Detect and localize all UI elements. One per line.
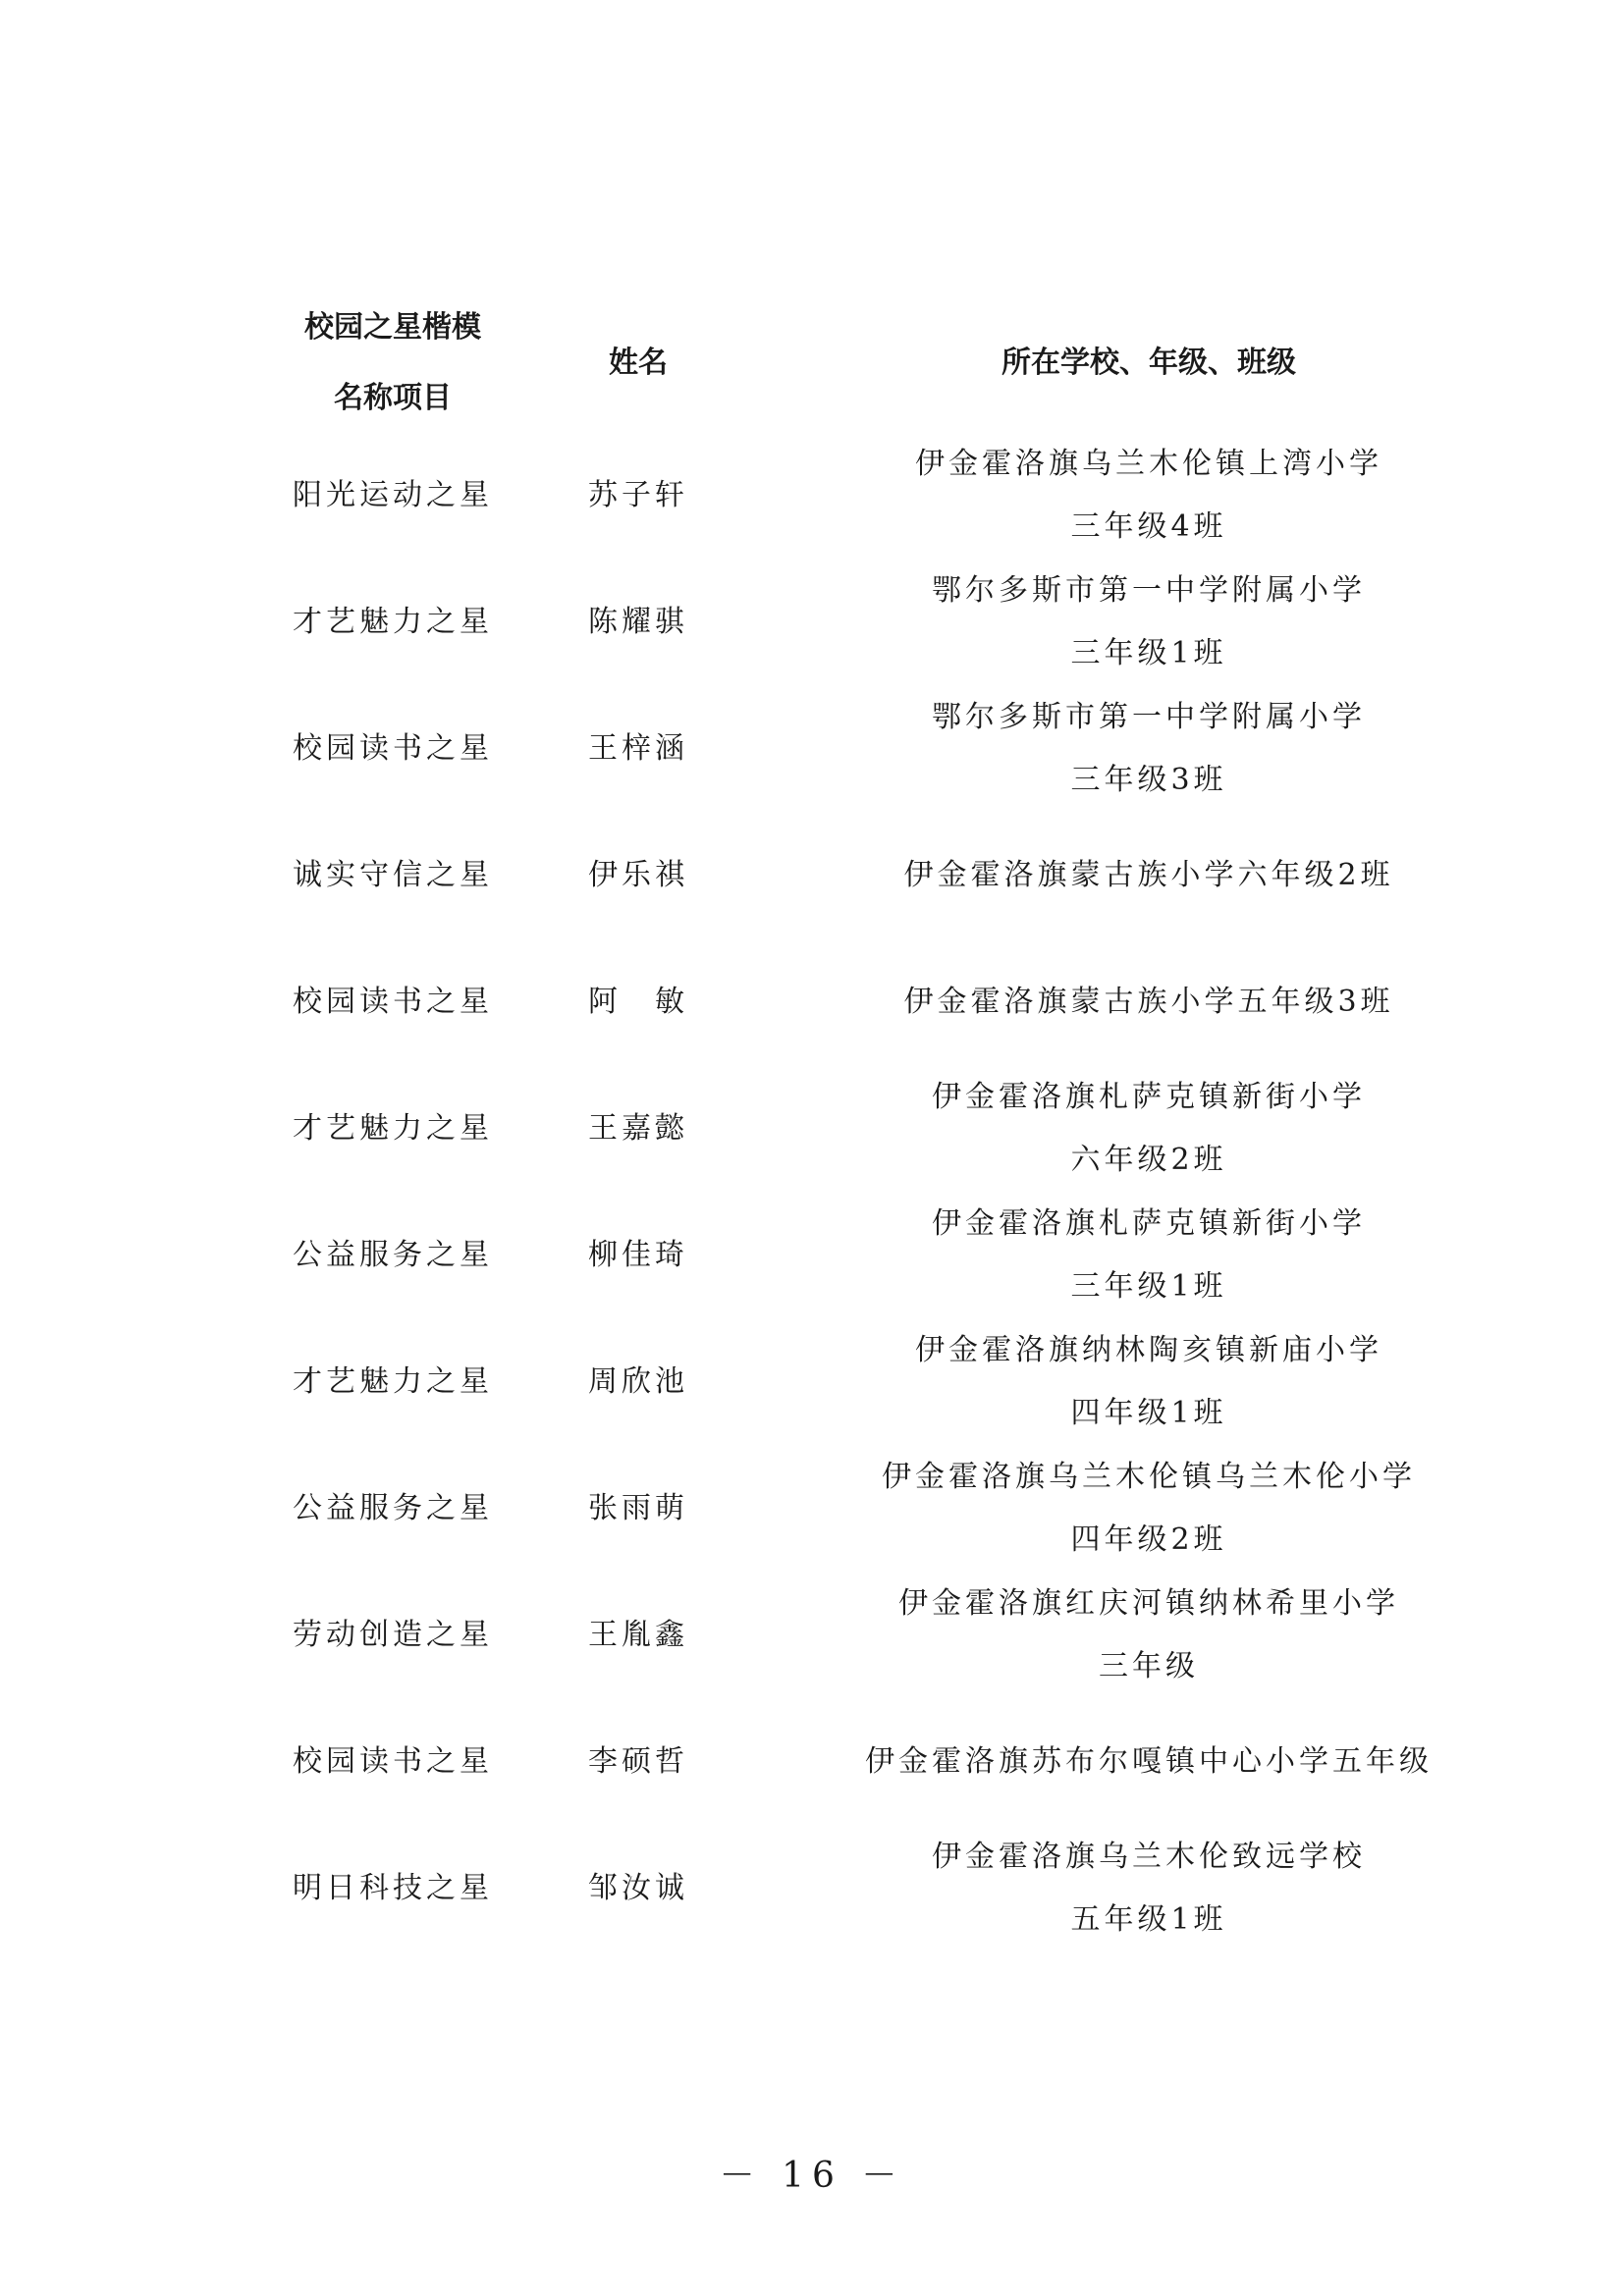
cell-school: 鄂尔多斯市第一中学附属小学 三年级1班 — [932, 572, 1366, 670]
cell-school: 伊金霍洛旗蒙古族小学五年级3班 — [903, 984, 1394, 1019]
header-school: 所在学校、年级、班级 — [1001, 346, 1296, 380]
table-row — [245, 812, 1473, 938]
cell-name: 陈耀骐 — [588, 604, 688, 639]
header-category — [245, 293, 540, 434]
cell-school: 伊金霍洛旗红庆河镇纳林希里小学 三年级 — [898, 1585, 1399, 1683]
table-row — [245, 1825, 1473, 1951]
table-row — [245, 1698, 1473, 1825]
table-row — [245, 1065, 1473, 1192]
table-row — [245, 1445, 1473, 1572]
table-row — [245, 559, 1473, 685]
cell-name: 柳佳琦 — [588, 1237, 688, 1272]
cell-category: 公益服务之星 — [293, 1237, 493, 1272]
cell-category: 才艺魅力之星 — [293, 1363, 493, 1399]
table-row — [245, 1192, 1473, 1318]
cell-school: 鄂尔多斯市第一中学附属小学 三年级3班 — [932, 699, 1366, 797]
cell-school: 伊金霍洛旗乌兰木伦镇上湾小学 三年级4班 — [915, 446, 1382, 544]
cell-category: 公益服务之星 — [293, 1490, 493, 1525]
table-row — [245, 432, 1473, 559]
cell-name: 李硕哲 — [588, 1743, 688, 1779]
cell-name: 苏子轩 — [588, 477, 688, 512]
cell-name: 邹汝诚 — [588, 1870, 688, 1905]
cell-school: 伊金霍洛旗乌兰木伦致远学校 五年级1班 — [932, 1839, 1366, 1937]
cell-name: 王梓涵 — [588, 730, 688, 766]
table-row — [245, 685, 1473, 812]
cell-name: 张雨萌 — [588, 1490, 688, 1525]
table-header — [245, 293, 1473, 432]
cell-school: 伊金霍洛旗札萨克镇新街小学 六年级2班 — [932, 1079, 1366, 1177]
cell-category: 校园读书之星 — [293, 984, 493, 1019]
cell-school: 伊金霍洛旗乌兰木伦镇乌兰木伦小学 四年级2班 — [882, 1459, 1416, 1557]
header-category-line2: 名称项目 — [334, 381, 452, 415]
table-body — [245, 432, 1473, 1951]
page-number: － 16 － — [719, 2156, 905, 2196]
cell-category: 校园读书之星 — [293, 730, 493, 766]
cell-name: 周欣池 — [588, 1363, 688, 1399]
cell-category: 劳动创造之星 — [293, 1617, 493, 1652]
cell-category: 校园读书之星 — [293, 1743, 493, 1779]
cell-category: 明日科技之星 — [293, 1870, 493, 1905]
cell-category: 阳光运动之星 — [293, 477, 493, 512]
cell-name: 阿 敏 — [588, 984, 688, 1019]
cell-category: 诚实守信之星 — [293, 857, 493, 892]
cell-name: 王嘉懿 — [588, 1110, 688, 1146]
table-row — [245, 1318, 1473, 1445]
header-name: 姓名 — [609, 346, 668, 380]
header-category-line1: 校园之星楷模 — [304, 310, 481, 345]
cell-name: 伊乐祺 — [588, 857, 688, 892]
cell-school: 伊金霍洛旗纳林陶亥镇新庙小学 四年级1班 — [915, 1332, 1382, 1430]
cell-name: 王胤鑫 — [588, 1617, 688, 1652]
cell-category: 才艺魅力之星 — [293, 604, 493, 639]
awards-table — [245, 293, 1473, 1951]
table-row — [245, 938, 1473, 1065]
cell-school: 伊金霍洛旗札萨克镇新街小学 三年级1班 — [932, 1205, 1366, 1304]
cell-category: 才艺魅力之星 — [293, 1110, 493, 1146]
cell-school: 伊金霍洛旗蒙古族小学六年级2班 — [903, 857, 1394, 892]
cell-school: 伊金霍洛旗苏布尔嘎镇中心小学五年级 — [865, 1743, 1433, 1779]
table-row — [245, 1572, 1473, 1698]
